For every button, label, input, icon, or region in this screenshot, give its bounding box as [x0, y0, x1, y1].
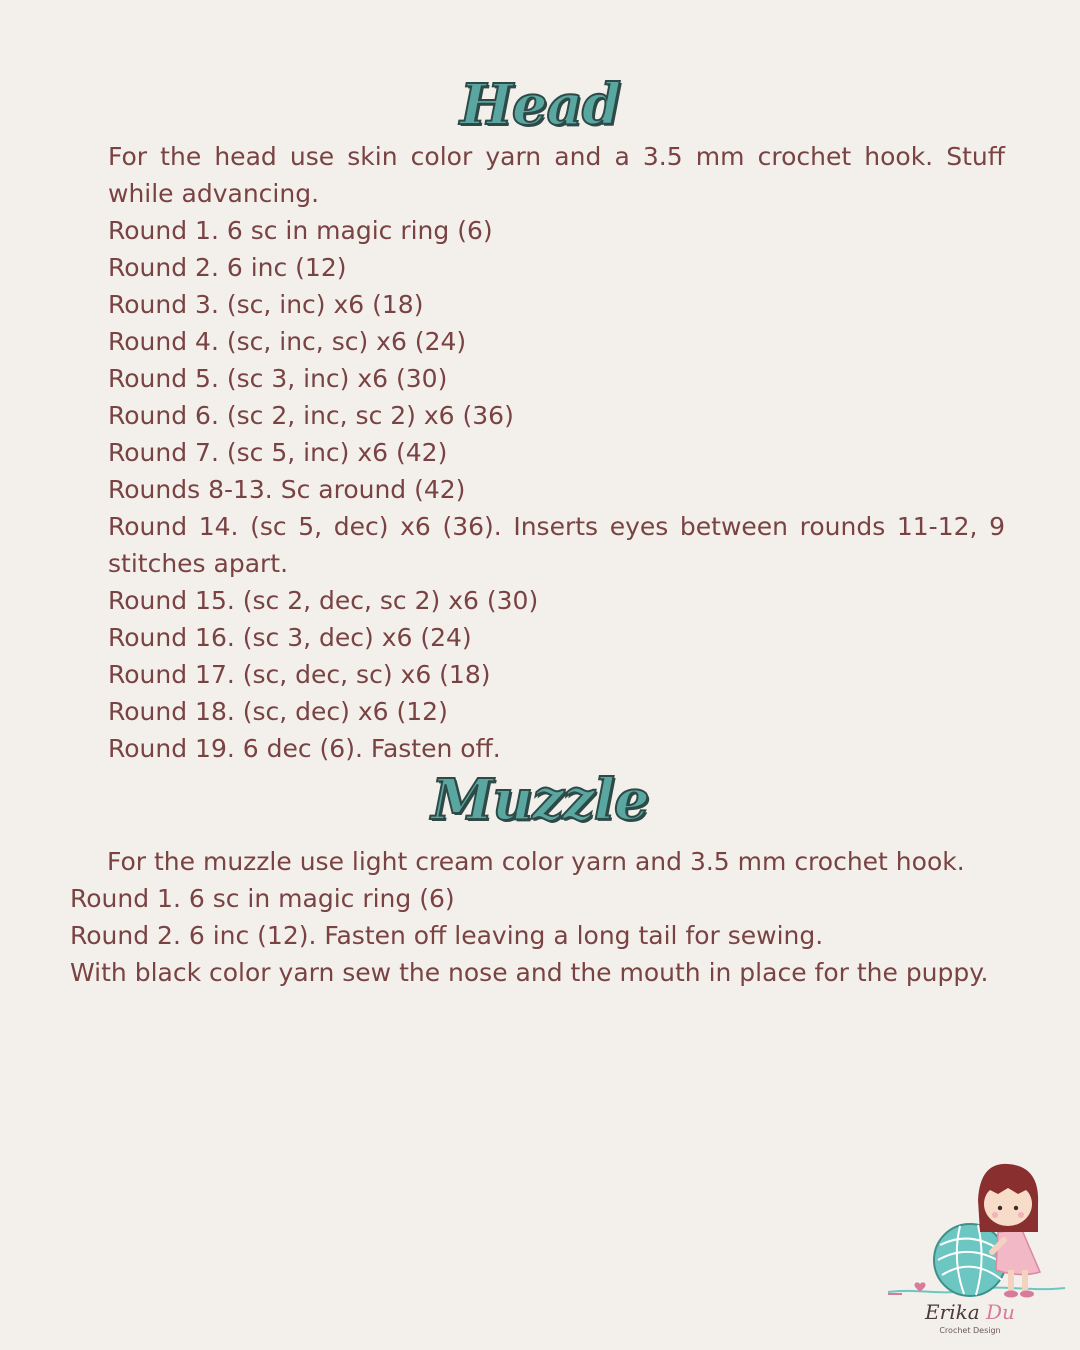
head-round-5: Round 5. (sc 3, inc) x6 (30) — [108, 364, 448, 393]
head-round-4: Round 4. (sc, inc, sc) x6 (24) — [108, 327, 467, 356]
muzzle-round-1: Round 1. 6 sc in magic ring (6) — [70, 884, 455, 913]
head-round-6: Round 6. (sc 2, inc, sc 2) x6 (36) — [108, 401, 514, 430]
head-round-7: Round 7. (sc 5, inc) x6 (42) — [108, 438, 448, 467]
head-round-15: Round 15. (sc 2, dec, sc 2) x6 (30) — [108, 586, 539, 615]
head-round-18: Round 18. (sc, dec) x6 (12) — [108, 697, 448, 726]
brand-name-second: Du — [986, 1300, 1015, 1324]
brand-name — [880, 1300, 1060, 1324]
head-round-16: Round 16. (sc 3, dec) x6 (24) — [108, 623, 472, 652]
head-rounds-8-13: Rounds 8-13. Sc around (42) — [108, 475, 466, 504]
head-round-2: Round 2. 6 inc (12) — [108, 253, 347, 282]
head-round-14: Round 14. (sc 5, dec) x6 (36). Inserts eyes between rounds 11-12, 9 stitches apart. — [108, 512, 1005, 578]
brand-subtitle: Crochet Design — [939, 1326, 1001, 1335]
head-section-title: Head — [460, 72, 620, 138]
muzzle-final-note: With black color yarn sew the nose and the mouth in place for the puppy. — [70, 958, 989, 987]
brand-name-first: Erika — [925, 1300, 980, 1324]
muzzle-round-2: Round 2. 6 inc (12). Fasten off leaving a long tail for sewing. — [70, 921, 824, 950]
head-intro: For the head use skin color yarn and a 3.5 mm crochet hook. Stuff while advancing. — [108, 142, 1005, 208]
head-round-3: Round 3. (sc, inc) x6 (18) — [108, 290, 424, 319]
muzzle-section-title: Muzzle — [431, 767, 649, 833]
head-round-17: Round 17. (sc, dec, sc) x6 (18) — [108, 660, 491, 689]
head-round-1: Round 1. 6 sc in magic ring (6) — [108, 216, 493, 245]
girl-with-yarn-ball-icon — [880, 1160, 1070, 1310]
brand-logo — [880, 1160, 1070, 1340]
head-instructions — [108, 138, 1005, 767]
muzzle-intro: For the muzzle use light cream color yarn and 3.5 mm crochet hook. — [107, 847, 965, 876]
muzzle-instructions — [70, 843, 1050, 991]
head-round-19: Round 19. 6 dec (6). Fasten off. — [108, 734, 501, 763]
